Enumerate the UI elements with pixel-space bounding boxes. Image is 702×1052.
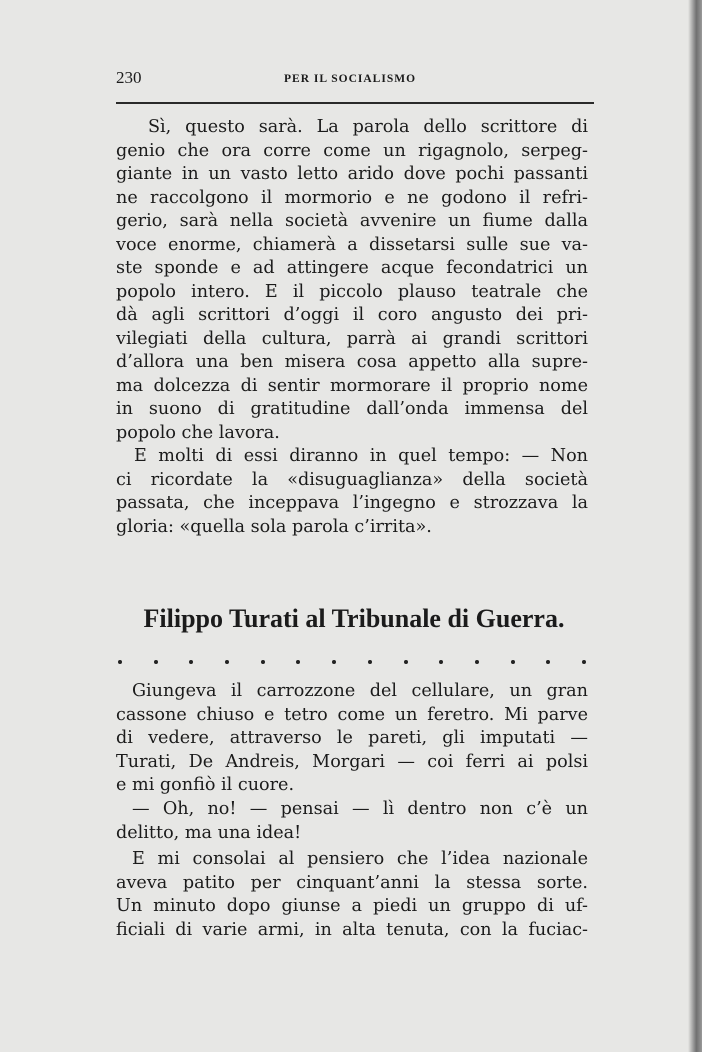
ellipsis-dot [296, 660, 300, 664]
text-line: Turati, De Andreis, Morgari — coi ferri ai polsi [116, 751, 588, 772]
ellipsis-dot [189, 660, 193, 664]
text-line: giante in un vasto letto arido dove pochi passanti [116, 164, 588, 184]
text-line: in suono di gratitudine dall’onda immensa del [116, 399, 588, 419]
running-title: PER IL SOCIALISMO [284, 73, 417, 85]
paragraph-2 [116, 445, 588, 539]
section-heading: Filippo Turati al Tribunale di Guerra. [143, 604, 565, 633]
ellipsis-dots [118, 652, 586, 672]
ellipsis-dot [261, 660, 265, 664]
text-line: Sì, questo sarà. La parola dello scrittore di [148, 117, 588, 137]
text-line: Un minuto dopo giunse a piedi un gruppo di uf- [116, 896, 588, 916]
text-line: gerio, sarà nella società avvenire un fiume dalla [116, 211, 588, 231]
text-line: dà agli scrittori d’oggi il coro angusto dei pri- [116, 305, 588, 325]
text-line: E molti di essi diranno in quel tempo: — Non [134, 446, 588, 466]
ellipsis-dot [511, 660, 515, 664]
text-line: Giungeva il carrozzone del cellulare, un gran [132, 681, 588, 701]
text-line: ficiali di varie armi, in alta tenuta, con la fuciac- [116, 919, 588, 940]
ellipsis-dot [404, 660, 408, 664]
text-line: — Oh, no! — pensai — lì dentro non c’è un [132, 799, 588, 819]
text-line: gloria: «quella sola parola c’irrita». [116, 516, 432, 537]
text-line: aveva patito per cinquant’anni la stessa sorte. [116, 872, 588, 893]
text-line: voce enorme, chiamerà a dissetarsi sulle sue va- [116, 234, 588, 255]
paragraph-5 [116, 848, 588, 942]
text-line: d’allora una ben misera cosa appetto alla supre- [116, 352, 588, 372]
text-line: ne raccolgono il mormorio e ne godono il refri- [116, 187, 588, 208]
ellipsis-dot [332, 660, 336, 664]
ellipsis-dot [546, 660, 550, 664]
ellipsis-dot [225, 660, 229, 664]
text-line: popolo che lavora. [116, 422, 280, 443]
text-line: popolo intero. E il piccolo plauso teatrale che [116, 281, 588, 302]
header-rule [116, 102, 594, 104]
ellipsis-dot [439, 660, 443, 664]
page-number: 230 [116, 68, 142, 87]
ellipsis-dot [368, 660, 372, 664]
text-line: cassone chiuso e tetro come un feretro. Mi parve [116, 704, 588, 725]
text-line: delitto, ma una idea! [116, 822, 302, 843]
text-line: vilegiati della cultura, parrà ai grandi scrittori [116, 328, 588, 349]
ellipsis-dot [582, 660, 586, 664]
text-line: genio che ora corre come un rigagnolo, serpeg- [116, 140, 588, 161]
text-line: di vedere, attraverso le pareti, gli imputati — [116, 728, 588, 748]
ellipsis-dot [475, 660, 479, 664]
page-header [116, 60, 592, 94]
text-line: ma dolcezza di sentir mormorare il proprio nome [116, 375, 588, 396]
text-line: e mi gonfiò il cuore. [116, 775, 295, 795]
paragraph-3 [116, 680, 588, 798]
text-line: passata, che inceppava l’ingegno e strozzava la [116, 493, 588, 513]
ellipsis-dot [118, 660, 122, 664]
paragraph-1 [116, 116, 588, 445]
text-line: ci ricordate la «disuguaglianza» della società [116, 469, 588, 490]
text-line: ste sponde e ad attingere acque fecondatrici un [116, 258, 588, 278]
page-edge-shadow [688, 0, 702, 1052]
ellipsis-dot [154, 660, 158, 664]
paragraph-4 [116, 798, 588, 845]
text-line: E mi consolai al pensiero che l’idea nazionale [132, 849, 588, 869]
